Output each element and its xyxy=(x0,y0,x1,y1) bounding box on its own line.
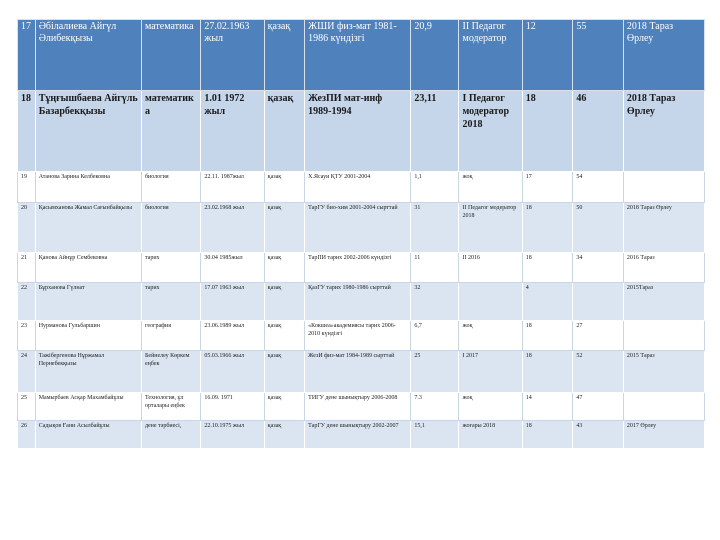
table-cell: 6,7 xyxy=(411,321,459,351)
table-cell: 25 xyxy=(411,351,459,393)
table-cell: 23,11 xyxy=(411,91,459,172)
header-cell: 2018 Тараз Өрлеу xyxy=(623,20,704,91)
table-cell: 22 xyxy=(18,283,36,321)
table-cell: 18 xyxy=(522,253,573,283)
table-cell: Қанова Айнұр Сембековна xyxy=(35,253,141,283)
table-cell: 20 xyxy=(18,203,36,253)
table-cell: Қасымханова Жамал Сағынбайқызы xyxy=(35,203,141,253)
table-row xyxy=(18,283,705,321)
table-cell xyxy=(623,393,704,421)
table-cell: қазақ xyxy=(264,91,304,172)
table-cell: ҚазГУ тарих 1980-1986 сырттай xyxy=(305,283,411,321)
table-cell xyxy=(623,172,704,203)
table-cell: 17.07 1963 жыл xyxy=(201,283,264,321)
table-cell: 05.03.1966 жыл xyxy=(201,351,264,393)
table-cell: тарих xyxy=(141,283,200,321)
table-cell: 19 xyxy=(18,172,36,203)
table-cell: 47 xyxy=(573,393,624,421)
table-cell: 23 xyxy=(18,321,36,351)
table-cell: жоқ xyxy=(459,321,522,351)
table-cell: Атанова Зарина Келбековна xyxy=(35,172,141,203)
table-cell: 18 xyxy=(522,421,573,449)
table-cell: Технология, ұл орталары еңбек xyxy=(141,393,200,421)
table-cell: 54 xyxy=(573,172,624,203)
table-cell: биология xyxy=(141,172,200,203)
table-cell: 30.04 1985жыл xyxy=(201,253,264,283)
table-cell: Мамырбаев Асқар Махамбайұлы xyxy=(35,393,141,421)
table-cell: қазақ xyxy=(264,321,304,351)
table-cell: география xyxy=(141,321,200,351)
table-cell: 18 xyxy=(18,91,36,172)
table-cell: 23.02.1968 жыл xyxy=(201,203,264,253)
table-cell: 4 xyxy=(522,283,573,321)
header-cell: 12 xyxy=(522,20,573,91)
table-cell: жоғары 2018 xyxy=(459,421,522,449)
table-cell: 1,1 xyxy=(411,172,459,203)
header-cell: қазақ xyxy=(264,20,304,91)
table-cell: 31 xyxy=(411,203,459,253)
table-cell: 25 xyxy=(18,393,36,421)
table-cell: 1.01 1972 жыл xyxy=(201,91,264,172)
table-cell: 21 xyxy=(18,253,36,283)
table-cell: 18 xyxy=(522,203,573,253)
table-cell: Тажібергенова Нұржамал Пернебекқызы xyxy=(35,351,141,393)
table-cell: 17 xyxy=(522,172,573,203)
table-cell: математика xyxy=(141,91,200,172)
table-cell: 2016 Тараз xyxy=(623,253,704,283)
table-cell: 15,1 xyxy=(411,421,459,449)
table-cell: ЖезИ физ-мат 1984-1989 сырттай xyxy=(305,351,411,393)
header-cell: математика xyxy=(141,20,200,91)
table-cell: 2018 Тараз Өрлеу xyxy=(623,203,704,253)
table-row xyxy=(18,91,705,172)
table-cell: 27 xyxy=(573,321,624,351)
table-cell: қазақ xyxy=(264,393,304,421)
table-cell: 2015 Тараз xyxy=(623,351,704,393)
table-row xyxy=(18,421,705,449)
staff-table-container xyxy=(17,19,705,449)
table-cell: Бейнелеу Көркем еңбек xyxy=(141,351,200,393)
table-cell: ТарГУ дене шынықтыру 2002-2007 xyxy=(305,421,411,449)
table-cell: Садықов Ғани Асылбайұлы xyxy=(35,421,141,449)
table-cell: 32 xyxy=(411,283,459,321)
table-cell: Тұңғышбаева Айгүль Базарбекқызы xyxy=(35,91,141,172)
table-cell: қазақ xyxy=(264,351,304,393)
table-cell: 18 xyxy=(522,91,573,172)
table-cell: 7.3 xyxy=(411,393,459,421)
table-header-row xyxy=(18,20,705,91)
table-cell xyxy=(573,283,624,321)
table-cell: 24 xyxy=(18,351,36,393)
header-cell: 17 xyxy=(18,20,36,91)
table-cell: 18 xyxy=(522,351,573,393)
table-cell: ІІ 2016 xyxy=(459,253,522,283)
table-cell: қазақ xyxy=(264,421,304,449)
table-cell: «Кокшеа»академиясы тарих 2006-2010 күндізгі xyxy=(305,321,411,351)
table-row xyxy=(18,253,705,283)
table-cell: ІІ Педагог модератор 2018 xyxy=(459,203,522,253)
table-row xyxy=(18,321,705,351)
table-cell: І Педагог модератор 2018 xyxy=(459,91,522,172)
table-row xyxy=(18,351,705,393)
table-cell xyxy=(623,321,704,351)
table-cell: Х.Ясауи ҚТУ 2001-2004 xyxy=(305,172,411,203)
table-row xyxy=(18,172,705,203)
table-cell: 23.06.1989 жыл xyxy=(201,321,264,351)
table-row xyxy=(18,203,705,253)
table-cell: 11 xyxy=(411,253,459,283)
table-row xyxy=(18,393,705,421)
header-cell: 55 xyxy=(573,20,624,91)
table-cell: Бұрханова Гүлнат xyxy=(35,283,141,321)
table-cell: ТарГУ био-хим 2001-2004 сырттай xyxy=(305,203,411,253)
table-cell: ЖезПИ мат-инф 1989-1994 xyxy=(305,91,411,172)
table-cell: тарих xyxy=(141,253,200,283)
table-cell: қазақ xyxy=(264,283,304,321)
table-cell: қазақ xyxy=(264,203,304,253)
table-cell: 22.11. 1987жыл xyxy=(201,172,264,203)
table-cell: жоқ xyxy=(459,393,522,421)
table-cell: ТИГУ дене шынықтыру 2006-2008 xyxy=(305,393,411,421)
table-cell: 50 xyxy=(573,203,624,253)
table-cell: 14 xyxy=(522,393,573,421)
table-cell: 46 xyxy=(573,91,624,172)
table-cell: 2017 Өрлеу xyxy=(623,421,704,449)
staff-table xyxy=(17,19,705,449)
table-cell: дене тәрбиесі, xyxy=(141,421,200,449)
table-cell: биология xyxy=(141,203,200,253)
header-cell: 27.02.1963 жыл xyxy=(201,20,264,91)
table-cell: 43 xyxy=(573,421,624,449)
table-cell: 16.09. 1971 xyxy=(201,393,264,421)
header-cell: ЖШИ физ-мат 1981-1986 күндізгі xyxy=(305,20,411,91)
table-cell: ТарПИ тарих 2002-2006 күндізгі xyxy=(305,253,411,283)
header-cell: Әбілалиева Айгүл Әлибекқызы xyxy=(35,20,141,91)
table-cell: қазақ xyxy=(264,253,304,283)
table-cell: 22.10.1975 жыл xyxy=(201,421,264,449)
header-cell: 20,9 xyxy=(411,20,459,91)
table-cell: 2018 Тараз Өрлеу xyxy=(623,91,704,172)
table-cell: қазақ xyxy=(264,172,304,203)
table-cell: 26 xyxy=(18,421,36,449)
table-cell xyxy=(459,283,522,321)
header-cell: ІІ Педагог модератор xyxy=(459,20,522,91)
table-cell: Нурманова Гульбаршин xyxy=(35,321,141,351)
table-cell: І 2017 xyxy=(459,351,522,393)
table-cell: 2015Тараз xyxy=(623,283,704,321)
table-cell: 18 xyxy=(522,321,573,351)
table-cell: 52 xyxy=(573,351,624,393)
table-cell: 34 xyxy=(573,253,624,283)
table-cell: жоқ xyxy=(459,172,522,203)
